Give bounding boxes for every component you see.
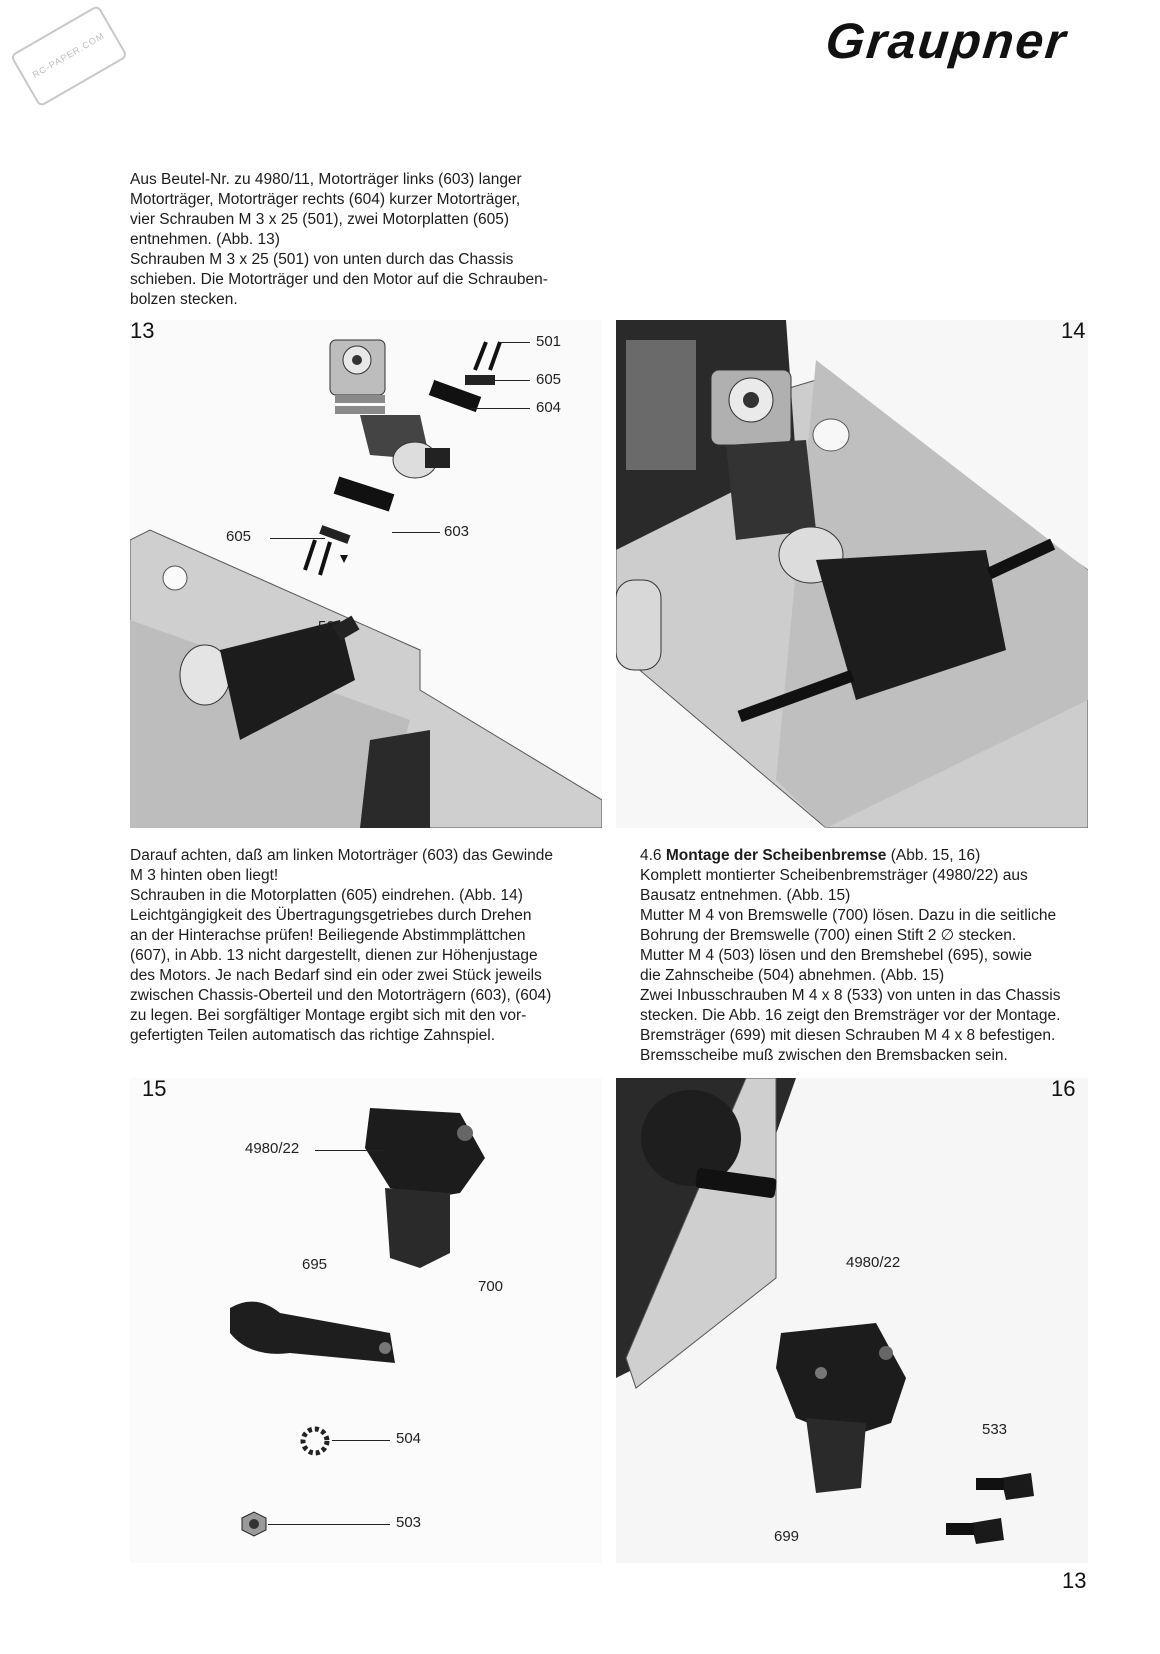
text-line: zu legen. Bei sorgfältiger Montage ergibt sich mit den vor- <box>130 1007 527 1024</box>
text-line: die Zahnscheibe (504) abnehmen. (Abb. 15) <box>640 967 945 984</box>
watermark-text: RC-PAPER.COM <box>30 30 107 80</box>
brand-logo: Graupner <box>823 13 1071 69</box>
callout-line <box>268 1524 390 1525</box>
figure-14-photo <box>616 320 1088 828</box>
text-line: Darauf achten, daß am linken Motorträger (603) das Gewinde <box>130 847 554 864</box>
callout-533: 533 <box>982 1421 1008 1438</box>
text-line: Bohrung der Bremswelle (700) einen Stift 2 ∅ stecken. <box>640 927 1017 944</box>
callout-605-b: 605 <box>226 528 252 545</box>
text-line: Bausatz entnehmen. (Abb. 15) <box>640 887 851 904</box>
figure-14 <box>616 320 1088 828</box>
callout-503: 503 <box>396 1514 422 1531</box>
paragraph-right <box>640 846 1090 1066</box>
text-line: Motorträger, Motorträger rechts (604) kurzer Motorträger, <box>130 191 521 208</box>
heading-title: Montage der Scheibenbremse <box>665 847 887 864</box>
text-line: Mutter M 4 von Bremswelle (700) lösen. Dazu in die seitliche <box>640 907 1057 924</box>
figure-14-number: 14 <box>1061 320 1086 343</box>
text-line: Aus Beutel-Nr. zu 4980/11, Motorträger links (603) langer <box>130 171 522 188</box>
heading-ref: (Abb. 15, 16) <box>890 847 981 864</box>
text-line: (607), in Abb. 13 nicht dargestellt, dienen zur Höhenjustage <box>130 947 538 964</box>
callout-501: 501 <box>536 333 562 350</box>
text-line: an der Hinterachse prüfen! Beiliegende Abstimmplättchen <box>130 927 526 944</box>
watermark-stamp <box>10 5 128 108</box>
callout-line <box>332 1440 390 1441</box>
callout-699: 699 <box>774 1528 800 1545</box>
callout-501-b: 501 <box>318 618 344 635</box>
text-line: Mutter M 4 (503) lösen und den Bremshebel (695), sowie <box>640 947 1033 964</box>
text-line: vier Schrauben M 3 x 25 (501), zwei Motorplatten (605) <box>130 211 510 228</box>
text-line: bolzen stecken. <box>130 291 238 308</box>
callout-line <box>270 538 325 539</box>
figure-16 <box>616 1078 1088 1563</box>
callout-504: 504 <box>396 1430 422 1447</box>
callout-line <box>500 342 530 343</box>
intro-paragraph <box>130 170 585 310</box>
text-line: entnehmen. (Abb. 13) <box>130 231 280 248</box>
figure-15-number: 15 <box>142 1078 167 1101</box>
text-line: Komplett montierter Scheibenbremsträger (4980/22) aus <box>640 867 1028 884</box>
figure-16-photo <box>616 1078 1088 1563</box>
text-line: M 3 hinten oben liegt! <box>130 867 279 884</box>
callout-line <box>315 1150 385 1151</box>
text-line: Bremsscheibe muß zwischen den Bremsbacken sein. <box>640 1047 1008 1064</box>
text-line: Leichtgängigkeit des Übertragungsgetriebes durch Drehen <box>130 907 532 924</box>
text-line: Bremsträger (699) mit diesen Schrauben M 4 x 8 befestigen. <box>640 1027 1056 1044</box>
figure-16-number: 16 <box>1051 1078 1076 1101</box>
callout-4980-22: 4980/22 <box>846 1254 901 1271</box>
text-line: stecken. Die Abb. 16 zeigt den Bremsträger vor der Montage. <box>640 1007 1061 1024</box>
callout-line <box>392 532 440 533</box>
callout-700: 700 <box>478 1278 504 1295</box>
text-line: Schrauben M 3 x 25 (501) von unten durch das Chassis <box>130 251 514 268</box>
figure-13-photo <box>130 320 602 828</box>
heading-number: 4.6 <box>640 847 662 864</box>
text-line: schieben. Die Motorträger und den Motor auf die Schrauben- <box>130 271 548 288</box>
paragraph-left <box>130 846 600 1046</box>
text-line: des Motors. Je nach Bedarf sind ein oder zwei Stück jeweils <box>130 967 542 984</box>
page-number: 13 <box>1062 1568 1087 1593</box>
callout-695: 695 <box>302 1256 328 1273</box>
text-line: gefertigten Teilen automatisch das richtige Zahnspiel. <box>130 1027 496 1044</box>
callout-line <box>475 380 530 381</box>
text-line: Zwei Inbusschrauben M 4 x 8 (533) von unten in das Chassis <box>640 987 1061 1004</box>
text-line: Schrauben in die Motorplatten (605) eindrehen. (Abb. 14) <box>130 887 523 904</box>
section-heading <box>640 846 1090 866</box>
callout-604: 604 <box>536 399 562 416</box>
figure-13-number: 13 <box>130 320 155 343</box>
callout-605: 605 <box>536 371 562 388</box>
text-line: zwischen Chassis-Oberteil und den Motorträgern (603), (604) <box>130 987 552 1004</box>
figure-15 <box>130 1078 602 1563</box>
callout-603: 603 <box>444 523 470 540</box>
callout-line <box>470 408 530 409</box>
figure-13 <box>130 320 602 828</box>
callout-4980-22: 4980/22 <box>245 1140 300 1157</box>
